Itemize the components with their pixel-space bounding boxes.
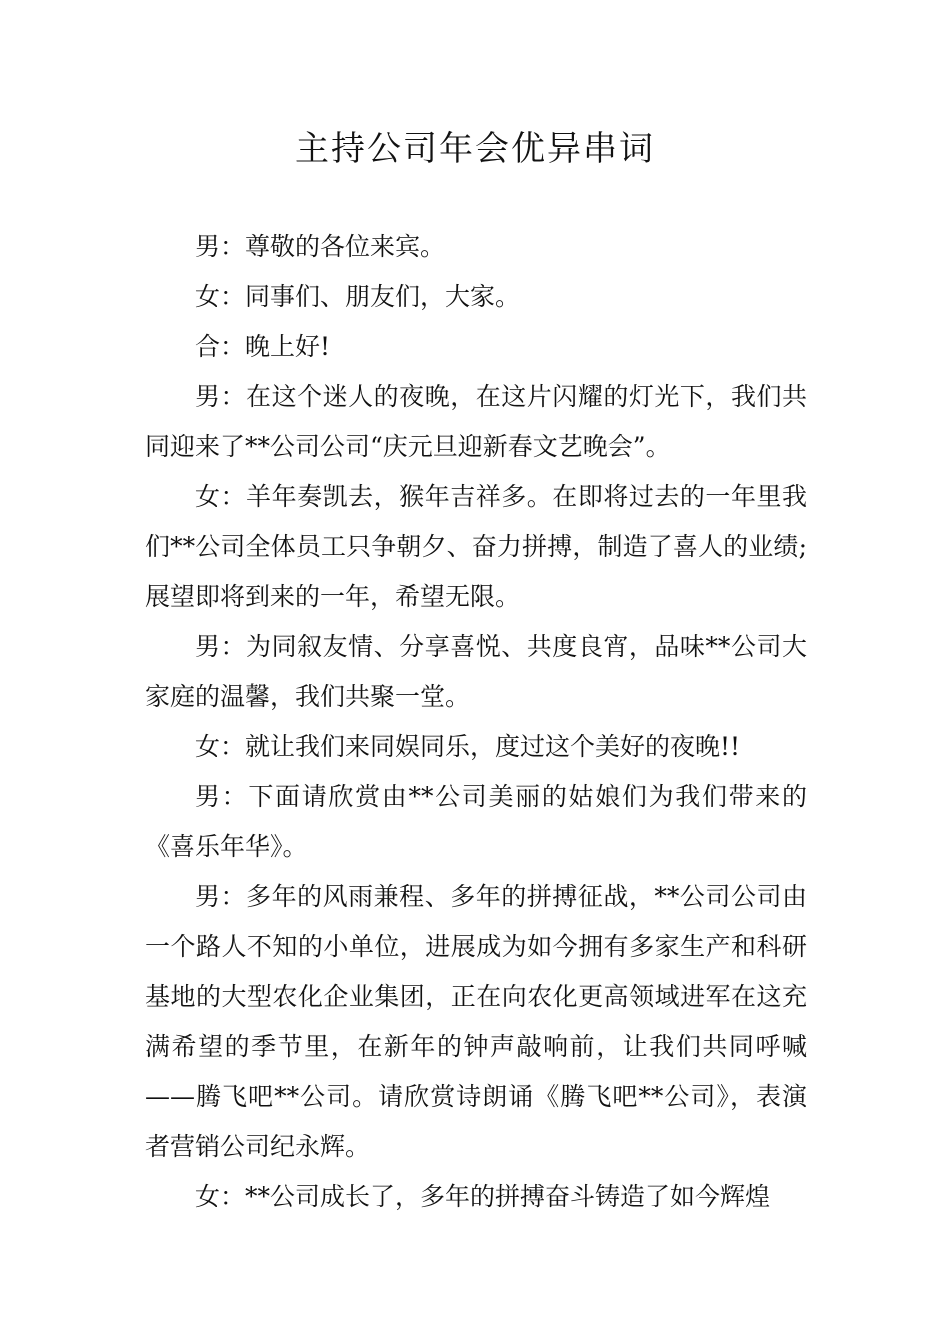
paragraph: 女：**公司成长了，多年的拼搏奋斗铸造了如今辉煌 [195, 1182, 771, 1211]
document-title: 主持公司年会优异串词 [295, 129, 655, 169]
paragraph: 合：晚上好! [195, 332, 331, 361]
paragraph: 男：在这个迷人的夜晚，在这片闪耀的灯光下，我们共同迎来了**公司公司“庆元旦迎新春文艺晚会”。 [145, 382, 807, 461]
paragraph: 女：就让我们来同娱同乐，度过这个美好的夜晚!! [195, 732, 741, 761]
paragraph: 男：多年的风雨兼程、多年的拼搏征战，**公司公司由一个路人不知的小单位，进展成为如今拥有多家生产和科研基地的大型农化企业集团，正在向农化更高领域进军在这充满希望的季节里，在新年的钟声敲响前，让我们共同呼喊——腾飞吧**公司。请欣赏诗朗诵《腾飞吧**公司》，表演者营销公司纪永辉。 [145, 882, 807, 1161]
document-body [145, 222, 807, 1222]
paragraph: 女：羊年奏凯去，猴年吉祥多。在即将过去的一年里我们**公司全体员工只争朝夕、奋力拼搏，制造了喜人的业绩;展望即将到来的一年，希望无限。 [145, 482, 807, 611]
paragraph: 女：同事们、朋友们，大家。 [195, 282, 521, 311]
paragraph: 男：为同叙友情、分享喜悦、共度良宵，品味**公司大家庭的温馨，我们共聚一堂。 [145, 632, 807, 711]
paragraph: 男：下面请欣赏由**公司美丽的姑娘们为我们带来的《喜乐年华》。 [145, 782, 807, 861]
paragraph: 男：尊敬的各位来宾。 [195, 232, 446, 261]
